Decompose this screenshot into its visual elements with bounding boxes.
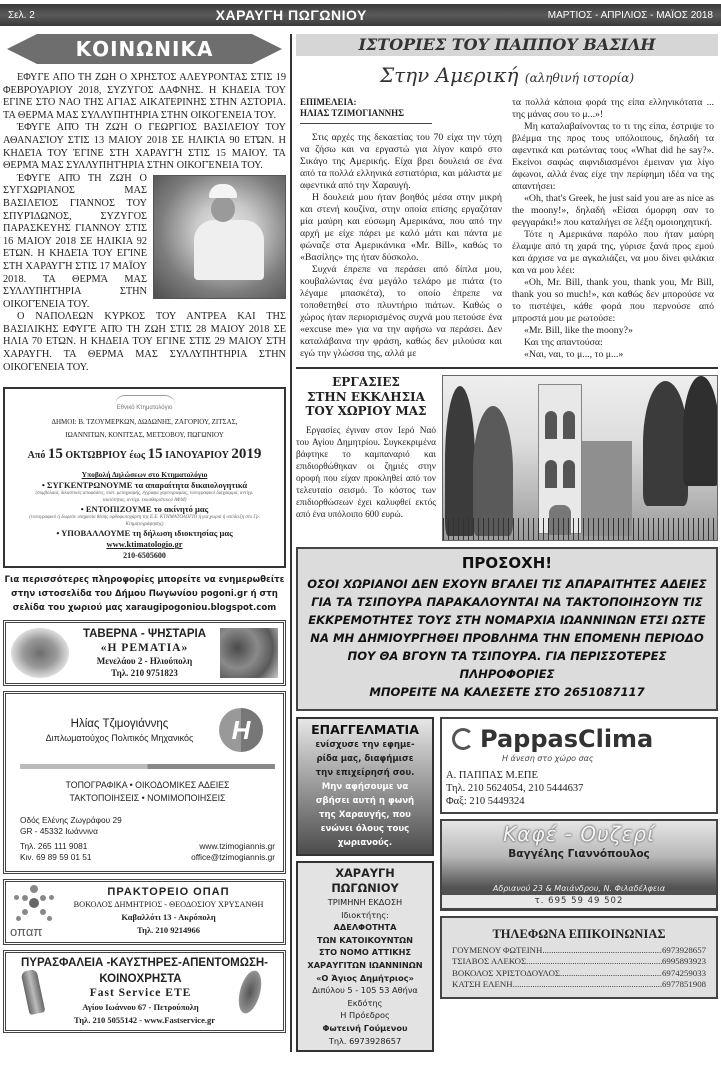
bell-tower	[538, 384, 582, 534]
contact-name: ΤΣΙΑΒΟΣ ΑΛΕΚΟΣ	[452, 956, 527, 967]
contact-name: ΒΟΚΟΛΟΣ ΧΡΙΣΤΟΔΟΥΛΟΣ	[452, 967, 561, 978]
fast-service-contact: Τηλ. 210 5055142 - www.Fastservice.gr	[74, 1015, 215, 1026]
left-column	[3, 34, 286, 1052]
engineer-web	[191, 841, 275, 863]
opap-owners: ΒΟΚΟΛΟΣ ΔΗΜΗΤΡΙΟΣ - ΘΕΟΔΟΣΙΟΥ ΧΡΥΣΑΝΘΗ	[73, 900, 264, 910]
masthead-phone: Τηλ. 6973928657	[328, 1035, 402, 1046]
opap-address: Καβαλλότι 13 - Ακρόπολη	[121, 912, 216, 923]
services-line: ΤΟΠΟΓΡΑΦΙΚΑ • ΟΙΚΟΔΟΜΙΚΕΣ ΑΔΕΙΕΣ	[65, 780, 230, 791]
logo-dot	[14, 895, 19, 900]
church-text: Εργασίες έγιναν στον Ιερό Ναό του Αγίου Δημητρίου. Συγκεκριμένα βάφτηκε το καμπαναριό και επιδιορθώθηκαν οι ζημιές στην οροφή που είχαν προκληθεί από τον τελευταίο σεισμό. Το κόστος των επιδιορθώσεων έχει καλυφθεί εκτός από ένα υπόλοιπο 600 ευρώ.	[296, 425, 436, 520]
church-heading-line: ΣΤΗΝ ΕΚΚΛΗΣΙΑ	[307, 389, 425, 404]
tower-window	[563, 460, 575, 488]
bottom-section	[296, 717, 718, 1052]
taverna-address: Μενελάου 2 - Ηλιούπολη	[96, 656, 193, 667]
opap-phone: Τηλ. 210 9214966	[136, 925, 201, 936]
leader-dots	[560, 968, 662, 979]
church-section	[296, 375, 718, 541]
notice-line: ΝΑ ΜΗ ΔΗΜΙΟΥΡΓΗΘΕΙ ΠΡΟΒΛΗΜΑ ΤΗΝ ΕΠΟΜΕΝΗ ΠΕΡΙΟΔΟ	[310, 631, 704, 645]
contact-row	[452, 968, 706, 979]
leader-dots	[526, 956, 662, 967]
photo-face	[211, 196, 235, 222]
engineer-mobile: Κιν. 69 89 59 01 51	[20, 852, 92, 863]
page-body	[0, 26, 721, 1056]
church-heading	[296, 375, 436, 419]
newspaper-title: ΧΑΡΑΥΓΗ ΠΩΓΩΝΙΟΥ	[215, 7, 367, 23]
deadline-to-month: ΙΑΝΟΥΑΡΙΟΥ	[165, 450, 229, 462]
notice-line: ΜΠΟΡΕΙΤΕ ΝΑ ΚΑΛΕΣΕΤΕ ΣΤΟ 2651087117	[369, 685, 645, 699]
cadastre-step-note: (τοπογραφικό ή δωρεάν υπηρεσία θέσης ορθοφωτοχάρτη της Ε.Ε. ΚΤΗΜΑΤΟΛΟΓΙΟ ή για χωριά ή υπόδειξη στο Γρ. Κτηματογράφησης)	[29, 515, 260, 527]
cypress-tree	[445, 386, 475, 536]
taverna-ad	[3, 620, 286, 686]
fast-service-ad	[3, 950, 286, 1033]
masthead	[296, 861, 434, 1052]
municipalities	[9, 416, 280, 442]
masthead-owner: ΤΩΝ ΚΑΤΟΙΚΟΥΝΤΩΝ	[316, 934, 413, 945]
advertise-line: ενίσχυσε την εφημε-	[315, 740, 415, 750]
engineer-email-link[interactable]: office@tzimogiannis.gr	[191, 852, 275, 863]
cadastre-subtitle: Υποβολή Δηλώσεων στο Κτηματολόγιο	[81, 470, 208, 480]
cadastre-logo-icon	[115, 395, 175, 405]
banner-right-point	[252, 34, 282, 64]
leader-dots	[542, 945, 662, 956]
tree	[473, 406, 513, 536]
contact-phone: 6973928657	[662, 945, 706, 955]
fast-service-middle-text	[41, 972, 240, 1013]
story-column-2	[512, 97, 714, 361]
cypress-tree	[683, 376, 718, 486]
story-title-block	[296, 62, 718, 91]
pappasclima-fax: Φαξ: 210 5449324	[446, 796, 525, 807]
masthead-owner: «Ο Άγιος Δημήτριος»	[316, 972, 414, 983]
advertise-line: ρίδα μας, διαφήμισε	[316, 754, 414, 764]
masthead-owner-label: Ιδιοκτήτης:	[341, 909, 389, 920]
engineer-phone: Τηλ. 265 111 9081	[20, 841, 88, 852]
contact-row	[452, 945, 706, 956]
fast-service-middle	[9, 970, 280, 1014]
photo-cap	[209, 184, 237, 198]
story-paragraph: τα πολλά κάποια φορά της είπα ελληνικότατα ... της μάνας σου το μ...»!	[512, 97, 714, 120]
banner-left-point	[7, 34, 37, 64]
masthead-title: ΧΑΡΑΥΓΗ ΠΩΓΩΝΙΟΥ	[331, 867, 399, 895]
advertise-line: Μην αφήσουμε να	[321, 782, 409, 792]
contact-phones	[440, 916, 718, 999]
deadline-until: έως	[129, 450, 146, 462]
grilled-meat-image	[220, 628, 278, 678]
kafe-phone: τ. 695 59 49 502	[442, 895, 716, 908]
engineer-services	[20, 779, 275, 805]
notice-line: ΓΙΑ ΤΑ ΤΣΙΠΟΥΡΑ ΠΑΡΑΚΑΛΟΥΝΤΑΙ ΝΑ ΤΑΚΤΟΠΟΙΗΣΟΥΝ ΤΙΣ	[311, 595, 703, 609]
kafe-title: Καφέ - Ουζερί	[503, 822, 655, 846]
opap-logo-text: οπαπ	[10, 924, 43, 940]
engineer-header	[20, 708, 275, 752]
masthead-publisher-name: Φωτεινή Γούμενου	[322, 1022, 408, 1033]
obituary: ΈΦΥΓΕ ΑΠΌ ΤΗ ΖΩΉ Ο ΣΥΓΧΩΡΙΑΝΟΣ ΜΑΣ ΒΑΣΙΛΕΊΟΣ ΓΙΆΝΝΟΣ ΤΟΥ ΣΠΥΡΊΔΩΝΟΣ, ΣΥΖΥΓΟΣ ΠΑΡΑΣΚΕΥΗΣ ΓΙΑΝΝΟΥ ΣΤΙΣ 16 ΜΑΙΟΥ 2018 ΣΕ ΗΛΙΚΙΑ 92 ΕΤΩΝ. Η ΚΗΔΕΊΑ ΤΟΥ ΕΓΊΝΕ ΣΤΗ ΧΑΡΑΥΓΉ ΣΤΙΣ 17 ΜΑΪΟΥ 2018. ΤΑ ΘΕΡΜΆ ΜΑΣ ΣΥΛΛΥΠΗΤΉΡΙΑ ΣΤΗΝ ΟΙΚΟΓΈΝΕΙΑ ΤΟΥ.	[3, 172, 147, 310]
bottom-right-column	[440, 717, 718, 999]
deadline-from-day: 15	[47, 446, 63, 463]
logo-dot	[40, 909, 46, 915]
pappasclima-logo	[446, 725, 712, 753]
notice-line: ΟΣΟΙ ΧΩΡΙΑΝΟΙ ΔΕΝ ΕΧΟΥΝ ΒΓΑΛΕΙ ΤΙΣ ΑΠΑΡΑΙΤΗΤΕΣ ΑΔΕΙΕΣ	[307, 577, 707, 591]
story-paragraph: Και της απαντούσα:	[524, 337, 603, 348]
kafe-address: Αδριανού 23 & Μαιάνδρου, Ν. Φιλαδέλφεια	[492, 884, 666, 893]
right-column	[296, 34, 718, 1052]
tower-arch	[563, 411, 575, 439]
logo-dot	[29, 898, 39, 908]
story-paragraph: «Oh, Mr. Bill, thank you, thank you, Mr Bill, thank you so much!», και καθώς δεν μπορούσε να το πιστέψει, κάθε φορά που περνούσε από μπροστά μου με ρωτούσε:	[512, 277, 714, 324]
story-paragraph: «Oh, that's Greek, he just said you are as nice as the moony!», δηλαδή «Είσαι όμορφη σαν το φεγγαράκι!» που καταλήγει σε λέξη ομοιοηχητική.	[512, 193, 714, 228]
logo-dot	[30, 885, 38, 893]
contact-name: ΓΟΥΜΕΝΟΥ ΦΩΤΕΙΝΗ	[452, 945, 543, 955]
advertise-body	[300, 738, 430, 850]
obituary: Ο ΝΑΠΟΛΕΩΝ ΚΥΡΚΟΣ ΤΟΥ ΑΝΤΡΕΑ ΚΑΙ ΤΗΣ ΒΑΣΙΛΙΚΗΣ ΕΦΥΓΈ ΑΠΌ ΤΗ ΖΩΗ ΣΤΙΣ 28 ΜΑΙΟΥ 2018 ΣΕ ΗΛΙΑ 70 ΕΤΩΝ. Η ΚΗΔΕΙΑ ΤΟΥ ΕΓΙΝΕ ΣΤΙΣ 29 ΜΑΙΟΥ ΣΤΗ ΧΑΡΑΥΓΗ. ΤΑ ΘΕΡΜΑ ΜΑΣ ΣΥΛΛΥΠΗΤΗΡΙΑ ΣΤΗΝ ΟΙΚΟΓΕΝΕΙΑ ΤΟΥ.	[3, 311, 286, 373]
advertise-callout	[296, 717, 434, 856]
church-text-column	[296, 375, 436, 521]
story-column-1	[300, 97, 502, 361]
address-line: GR - 45332 Ιωάννινα	[20, 826, 98, 837]
social-banner-title: ΚΟΙΝΩΝΙΚΑ	[37, 34, 252, 64]
social-banner	[7, 34, 282, 64]
section-divider	[296, 367, 718, 369]
deadline-from: Από	[27, 450, 46, 462]
services-line: ΤΑΚΤΟΠΟΙΗΣΕΙΣ • ΝΟΜΙΜΟΠΟΙΗΣΕΙΣ	[69, 793, 226, 804]
municipalities-line: ΙΩΑΝΝΙΤΩΝ, ΚΟΝΙΤΣΑΣ, ΜΕΤΣΟΒΟΥ, ΠΩΓΩΝΙΟΥ	[65, 431, 224, 440]
leader-dots	[513, 979, 662, 990]
masthead-owner: ΣΤΟ ΝΟΜΟ ΑΤΤΙΚΗΣ	[318, 947, 412, 958]
masthead-owner: ΧΑΡΑΥΓΙΤΩΝ ΙΩΑΝΝΙΝΩΝ	[307, 959, 423, 970]
story-paragraph: Τότε η Αμερικάνα παρόλο που ήταν μαύρη έλαμψε από τη χαρά της, γύρισε ξανά προς εμού και άρχισε να με αγκαλιάζει, να μου δίνει φιλάκια και να μου λέει:	[512, 229, 714, 276]
iron-fence	[443, 518, 717, 540]
fast-service-services: ΠΥΡΑΣΦΑΛΕΙΑ -ΚΑΥΣΤΗΡΕΣ-ΑΠΕΝΤΟΜΩΣΗ-	[20, 957, 269, 970]
engineer-contacts	[20, 841, 275, 863]
fast-service-address: Αγίου Ιωάννου 67 - Πετρούπολη	[82, 1001, 199, 1012]
advertise-line: της Χαραυγής, που	[319, 810, 411, 820]
kafe-owner: Βαγγέλης Γιαννόπουλος	[508, 848, 650, 860]
story-paragraph: «Mr. Bill, like the moony?»	[524, 325, 633, 336]
cadastre-phone: 210-6505600	[123, 551, 166, 561]
food-plate-image	[11, 628, 69, 678]
engineer-logo-icon: H	[219, 708, 263, 752]
cadastre-notice	[3, 387, 286, 568]
byline-name: ΗΛΙΑΣ ΤΖΙΜΟΓΙΑΝΝΗΣ	[300, 108, 405, 118]
opap-text	[58, 885, 279, 939]
municipalities-line: ΔΗΜΟΙ: Β. ΤΖΟΥΜΕΡΚΩΝ, ΔΩΔΩΝΗΣ, ΖΑΓΟΡΙΟΥ, ΖΙΤΣΑΣ,	[51, 418, 238, 427]
taverna-name: «Η ΡΕΜΑΤΙΑ»	[100, 642, 189, 655]
obituaries	[3, 72, 286, 374]
logo-dot	[40, 895, 46, 901]
page-number: Σελ. 2	[8, 9, 35, 21]
obituary: ΈΦΥΓΕ ΑΠΌ ΤΗ ΖΩΉ Ο ΓΕΩΡΓΙΟΣ ΒΑΣΙΛΕΊΟΥ ΤΟΥ ΑΘΑΝΑΣΊΟΥ ΣΤΙΣ 13 ΜΑΙΟΥ 2018 ΣΕ ΗΛΙΚΊΑ 90 ΕΤΏΝ. Η ΚΗΔΕΊΑ ΤΟΥ ΈΓΙΝΕ ΣΤΗ ΧΑΡΑΥΓΉ ΣΤΙΣ 15 ΜΑΙΟΥ. ΤΑ ΘΕΡΜΆ ΜΑΣ ΣΥΛΛΥΠΗΤΉΡΙΑ ΣΤΗΝ ΟΙΚΟΓΈΝΕΙΑ ΤΟΥ.	[3, 122, 286, 172]
pappasclima-brand: PappasClima	[480, 725, 654, 753]
contact-row	[452, 979, 706, 990]
story-title: Στην Αμερική	[379, 63, 519, 87]
cadastre-step-note: (συμβόλαια, δικαστικές αποφάσεις, πιστ. μεταγραφής, έγγραφα χαρτογραφίας, τοπογραφικό διάγραμμα, αντίγρ. ταυτότητας, αντίγρ. εκκαθαριστικού ΑΦΜ)	[35, 491, 254, 503]
contact-phone: 6977851908	[662, 979, 706, 990]
masthead-frequency: ΤΡΙΜΗΝΗ ΕΚΔΟΣΗ	[327, 897, 403, 907]
taverna-text	[69, 627, 220, 679]
notice-line: ΠΟΥ ΘΑ ΒΓΟΥΝ ΤΑ ΤΣΙΠΟΥΡΑ. ΓΙΑ ΠΕΡΙΣΣΟΤΕΡΕΣ ΠΛΗΡΟΦΟΡΙΕΣ	[347, 649, 667, 681]
taverna-title: ΤΑΒΕΡΝΑ - ΨΗΣΤΑΡΙΑ	[82, 628, 207, 641]
advertise-line: χωριανούς.	[337, 838, 393, 848]
advertise-title: ΕΠΑΓΓΕΛΜΑΤΙΑ	[311, 722, 419, 737]
opap-logo-icon	[10, 885, 58, 925]
deadline-to-day: 15	[147, 446, 163, 463]
cadastre-step: • ΣΥΓΚΕΝΤΡΩΝΟΥΜΕ τα απαραίτητα δικαιολογητικά	[41, 480, 248, 491]
engineer-address	[20, 815, 275, 837]
deceased-photo	[153, 175, 286, 299]
church-heading-line: ΤΟΥ ΧΩΡΙΟΥ ΜΑΣ	[305, 404, 427, 418]
pappasclima-company: Α. ΠΑΠΠΑΣ Μ.ΕΠΕ	[446, 770, 538, 781]
opap-title: ΠΡΑΚΤΟΡΕΙΟ ΟΠΑΠ	[107, 886, 230, 899]
story-series-title: ΙΣΤΟΡΙΕΣ ΤΟΥ ΠΑΠΠΟΥ ΒΑΣΙΛΗ	[296, 34, 718, 56]
engineer-title: Διπλωματούχος Πολιτικός Μηχανικός	[45, 732, 194, 743]
address-line: Οδός Ελένης Ζωγράφου 29	[20, 815, 122, 826]
engineer-website-link[interactable]: www.tzimogiannis.gr	[199, 841, 275, 852]
tower-window	[545, 460, 557, 488]
story-columns	[296, 97, 718, 361]
contact-row	[452, 956, 706, 967]
more-info-text: Για περισσότερες πληροφορίες μπορείτε να ενημερωθείτε στην ιστοσελίδα του Δήμου Πωγωνίου pogoni.gr ή στη σελίδα του χωριού μας xaraugipogoniou.blogspot.com	[4, 575, 285, 614]
masthead-publisher-label: Εκδότης	[347, 997, 383, 1008]
engineer-phones	[20, 841, 92, 863]
cypress-tree	[643, 381, 688, 506]
issue-date: ΜΑΡΤΙΟΣ - ΑΠΡΙΛΙΟΣ - ΜΑΪΟΣ 2018	[547, 9, 713, 21]
tower-arch	[545, 411, 557, 439]
opap-logo-column	[10, 885, 58, 939]
cadastre-step: • ΥΠΟΒΑΛΛΟΥΜΕ τη δήλωση ιδιοκτησίας μας	[56, 528, 233, 539]
photo-shirt	[194, 220, 264, 280]
kafe-image-area	[442, 861, 716, 883]
engineer-names	[20, 717, 219, 744]
logo-dot	[49, 895, 54, 900]
cadastre-logo-text: Εθνικό Κτηματολόγιο	[116, 405, 173, 412]
pappasclima-phone: Τηλ. 210 5624054, 210 5444637	[446, 783, 584, 794]
column-divider	[290, 34, 292, 1052]
pappasclima-ad	[440, 717, 718, 814]
page-header	[0, 4, 721, 26]
story-byline	[300, 97, 432, 124]
divider-bar	[20, 764, 275, 769]
contact-phone: 6995893923	[662, 956, 706, 967]
story-subtitle: (αληθινή ιστορία)	[524, 71, 635, 85]
logo-dot	[47, 916, 52, 921]
notice-title: ΠΡΟΣΟΧΗ!	[461, 554, 553, 572]
deadline	[9, 445, 280, 465]
church-photo	[442, 375, 718, 541]
advertise-line: ενώνει όλους τους	[320, 824, 410, 834]
story-paragraph: Μη καταλαβαίνοντας το τι της είπα, έστριψε το βλέμμα της προς τους υπόλοιπους, δηλαδή τα αφεντικά και ρωτώντας τους «What did he say?». Εκείνοι σαφώς αιφνιδιασμένοι έμειναν για λίγο άφωνοι, αλλά ένας είχε την περίφημη ιδέα να της απαντήσει:	[512, 121, 714, 192]
byline-label: ΕΠΙΜΕΛΕΙΑ:	[300, 97, 357, 107]
kafe-ouzeri-ad	[440, 819, 718, 911]
logo-dot	[22, 909, 28, 915]
notice-line: ΕΚΚΡΕΜΟΤΗΤΕΣ ΤΟΥΣ ΣΤΗ ΝΟΜΑΡΧΙΑ ΙΩΑΝΝΙΝΩΝ ΕΤΣΙ ΩΣΤΕ	[308, 613, 706, 627]
masthead-publisher-role: Η Πρόεδρος	[340, 1010, 390, 1021]
contact-phones-title: ΤΗΛΕΦΩΝΑ ΕΠΙΚΟΙΝΩΝΙΑΣ	[492, 927, 666, 941]
logo-dot	[22, 895, 28, 901]
taverna-phone: Τηλ. 210 9751823	[111, 668, 178, 679]
engineer-ad	[3, 691, 286, 874]
logo-dot	[16, 916, 21, 921]
fast-service-name: Fast Service ETE	[89, 986, 192, 999]
advertise-line: την επιχείρησή σου.	[315, 768, 415, 778]
story-paragraph: «Ναι, ναι, το μ..., το μ...»	[524, 349, 624, 360]
cadastre-link[interactable]: www.ktimatologio.gr	[106, 539, 183, 550]
bottom-left-column	[296, 717, 434, 1052]
engineer-name: Ηλίας Τζιμογιάννης	[70, 717, 169, 730]
contact-phone: 6974259033	[662, 967, 706, 978]
obituary: ΕΦΥΓΕ ΑΠΟ ΤΗ ΖΩΗ Ο ΧΡΗΣΤΟΣ ΑΛΕΥΡΟΝΤΑΣ ΣΤΙΣ 19 ΦΕΒΡΟΥΑΡΙΟΥ 2018, ΣΥΖΥΓΟΣ ΔΑΦΝΗΣ. Η ΚΗΔΕΙΑ ΤΟΥ ΕΓΙΝΕ ΣΤΟ ΝΑΟ ΤΗΣ ΑΓΙΑΣ ΑΙΚΑΤΕΡΙΝΗΣ ΣΤΗΝ ΑΣΤΟΡΙΑ. ΤΑ ΘΕΡΜΑ ΜΑΣ ΣΥΛΛΥΠΗΤΗΡΙΑ ΣΤΗΝ ΟΙΚΟΓΕΝΕΙΑ ΤΟΥ.	[3, 72, 286, 121]
story-paragraph: Η δουλειά μου ήταν βοηθός μέσα στην μικρή και στενή κουζίνα, στην οποία επίσης εργαζόταν μία μαύρη και εύσωμη Αμερικάνα, που από την αρχή με είχε πάρει με καλό μάτι και πάντα με φώναζε στα Αμερικάνικα «Mr. Bill», καθώς το «Βασίλης» της ήταν δύσκολο.	[300, 192, 502, 263]
swirl-icon	[452, 728, 474, 750]
masthead-owner: ΑΔΕΛΦΟΤΗΤΑ	[333, 922, 397, 933]
deadline-from-month: ΟΚΤΩΒΡΙΟΥ	[65, 450, 127, 462]
masthead-address: Διπύλου 5 - 105 53 Αθήνα	[312, 985, 418, 996]
pappasclima-slogan: Η άνεση στο χώρο σας	[502, 754, 594, 763]
story-paragraph: Συχνά έπρεπε να περάσει από δίπλα μου, κουβαλώντας ένα μεγάλο τελάρο με πιάτα (το λέγαμε μπασκέτα), το οποίο έπρεπε να τοποθετηθεί στο πλυντήριο πιάτων. Καθώς ο χώρος ήταν περιορισμένος συχνά μου πετούσε ένα «excuse me» για να την αφήσω να περάσει. Δεν καταλάβαινα την φράση, καθώς δεν μιλούσα και εγώ την γλώσσα της, αλλά με	[300, 264, 502, 359]
story-paragraph: Στις αρχές της δεκαετίας του 70 είχα την τύχη να ζήσω και να εργαστώ για λίγον καιρό στο Σικάγο της Αμερικής. Είχα βρει δουλειά σε ένα από τα πολλά ελληνικά εστιατόρια, και μάλιστα με αφεντικά από την Χαραυγή.	[300, 132, 502, 191]
notice-body	[302, 575, 712, 701]
cadastre-step: • ΕΝΤΟΠΙΖΟΥΜΕ το ακίνητό μας	[80, 504, 209, 515]
advertise-line: σβήσει αυτή η φωνή	[315, 796, 415, 806]
deadline-year: 2019	[231, 446, 262, 463]
fast-service-services: ΚΟΙΝΟΧΡΗΣΤΑ	[99, 972, 182, 985]
attention-notice	[296, 547, 718, 711]
church-heading-line: ΕΡΓΑΣΙΕΣ	[332, 375, 400, 389]
contact-name: ΚΑΤΣΗ ΕΛΕΝΗ	[452, 979, 513, 990]
opap-ad	[3, 879, 286, 945]
